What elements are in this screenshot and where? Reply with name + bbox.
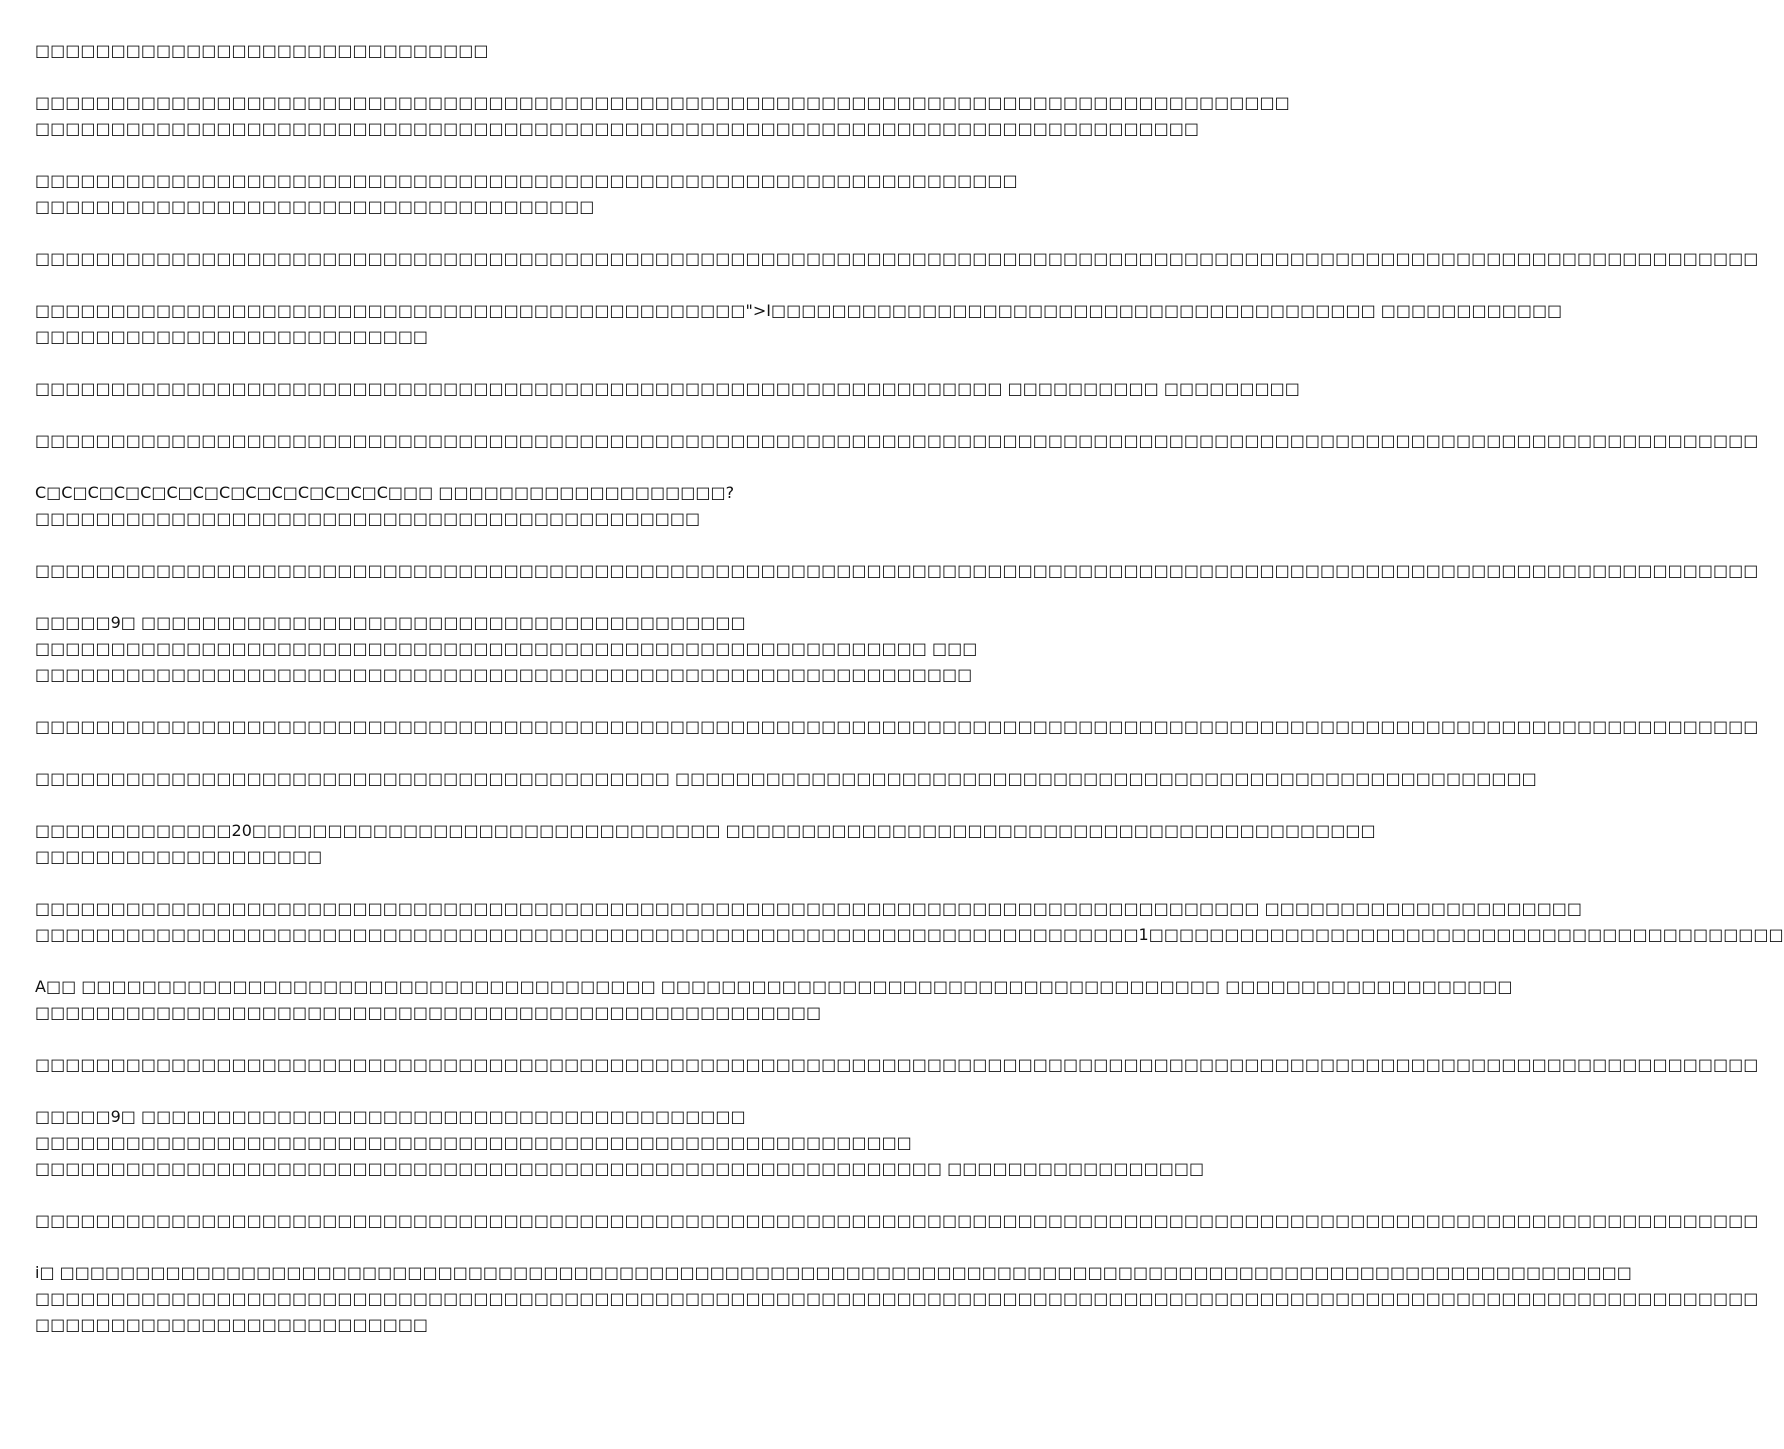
paragraph [35, 246, 1759, 272]
text-line: □□□□□□□□□□□□□□□□□□□□□□□□□□□□□□□□□□□□□□□□□□□□□□□□□□□□□□□□□□□□ □□□□□□□□□□□□□□□□□ [35, 1159, 1205, 1178]
text-line: □□□□□□□□□□□□□□□□□□□□□□□□□□□□□□□□□□□□□□□□□□□□□□□□□□□□ [35, 1003, 822, 1022]
paragraph [35, 610, 990, 688]
text-line: □□□□□□□□□□□□□20□□□□□□□□□□□□□□□□□□□□□□□□□□□□□□□ □□□□□□□□□□□□□□□□□□□□□□□□□□□□□□□□□□□□□□□□□□□ [35, 821, 1376, 840]
text-line: □□□□□□□□□□□□□□□□□□□□□□□□□□□□□□□□□□□□□□□□□□□□□□□□□□□□□□□□□□□□□□ [35, 665, 973, 684]
text-line: □□□□□□□□□□□□□□□□□□□□□□□□□□□□□□□□□□□□□□□□□□□□□□□□□□□□□□□□□□□□□□□□□□□□□□□□□□□□□□□□□□□□□□□□□□□□□□□□□□□□□□□□□□□□□□□□□□ [35, 1289, 1759, 1308]
paragraph [35, 766, 1537, 792]
text-line: □□□□□□□□□□□□□□□□□□□□□□□□□□□□□□□□□□□□□□□□□□□□□□□□□□□□□□□□□□□□□□□□□ [35, 171, 1018, 190]
text-line: □□□□□□□□□□□□□□□□□□□□□□□□□□□□□□□□□□□□□□□□□□□□□□□□□□□□□□□□□□□□□□□□□□□□□□□□□□□□□ [35, 119, 1200, 138]
text-line: □□□□□□□□□□□□□□□□□□□□□□□□□□□□□□□□□□□□□□□□□□□□□□□□□□□□□□□□□□□□□□□□□□□□□□□□□□□□□□□□□□□□□□□□□□□□□□□□□□□□□□□□□□□□□□□□□□ [35, 561, 1759, 580]
text-line: □□□□□□□□□□□□□□□□□□□□□□□□□□□□□□□□□□□□□□□□□□□□□□□□□□□□□□□□□□□□□□□□□□□□□□□□□□□□□□□□□□□□□□□□□□□□□□□□□□□□□□□□□□□□□□□□□□ [35, 249, 1759, 268]
text-line: □□□□□□□□□□□□□□□□□□□□□□□□□□□□□□□□□□□□□□□□□□ □□□□□□□□□□□□□□□□□□□□□□□□□□□□□□□□□□□□□□□□□□□□□□□□□□□□□□□□□ [35, 769, 1537, 788]
text-line: C□C□C□C□C□C□C□C□C□C□C□C□C□C□□□ □□□□□□□□□□□□□□□□□□□? [35, 483, 735, 502]
paragraph [35, 428, 1759, 454]
text-line: □□□□□□□□□□□□□□□□□□□□□□□□□□□□□□□□□□□□□□□□□□□□□□□□□□□□□□□□□□□□□□□□□□□□□□□□□□□□□□□□□ □□□□□□□□□□□□□□□□□□□□□ [35, 899, 1583, 918]
text-line: □□□□□□□□□□□□□□□□□□□□□□□□□□ [35, 327, 429, 346]
paragraph [35, 896, 1784, 948]
paragraph [35, 1208, 1759, 1234]
text-line: □□□□□□□□□□□□□□□□□□□□□□□□□□□□□□□□□□□□□□□□□□□□□□□□□□□□□□□□□□□□□□□□□□□□□□□□□□□□□□□□□□□□□□□□□□□□□□□□□□□□□□□□□□□□□□□□□□ [35, 717, 1759, 736]
paragraph [35, 974, 1513, 1026]
text-line: □□□□□9□ □□□□□□□□□□□□□□□□□□□□□□□□□□□□□□□□□□□□□□□□ [35, 613, 746, 632]
paragraph [35, 480, 990, 532]
text-line: □□□□□□□□□□□□□□□□□□□□□□□□□□□□□□□□□□□□□□□□□□□□□□□□□□□□□□□□□□□□□□□□□□□□□□□□□□□□□□□□□□□□□□□□□□□□□□□□□□□□□□□□□□□□□□□□□□ [35, 431, 1759, 450]
text-line: □□□□□□□□□□□□□□□□□□□□□□□□□□□□□□□□□□□□□□□□□□□□□□□□□□□□□□□□□□□ □□□ [35, 639, 978, 658]
paragraph [35, 168, 1018, 220]
text-line: i□ □□□□□□□□□□□□□□□□□□□□□□□□□□□□□□□□□□□□□□□□□□□□□□□□□□□□□□□□□□□□□□□□□□□□□□□□□□□□□□□□□□□□□□□□□□□□□□□□□□□□□□□□ [35, 1263, 1632, 1282]
text-line: □□□□□□□□□□□□□□□□□□□□□□□□□□□□□□□□□□□□□□□□□□□□□□□□□□□□□□□□□□□□□□□□□□□□□□□□□□□□□□□□□□□ [35, 93, 1290, 112]
paragraph [35, 1052, 1759, 1078]
paragraph [35, 714, 1759, 740]
paragraph [35, 38, 990, 64]
text-line: □□□□□9□ □□□□□□□□□□□□□□□□□□□□□□□□□□□□□□□□□□□□□□□□ [35, 1107, 746, 1126]
paragraph [35, 298, 1563, 350]
text-line: □□□□□□□□□□□□□□□□□□□□□□□□□□□□□□ [35, 41, 489, 60]
document-body [35, 38, 1784, 1364]
text-line: □□□□□□□□□□□□□□□□□□□□□□□□□□□□□□□□□□□□□ [35, 197, 595, 216]
paragraph [35, 558, 1759, 584]
text-line: □□□□□□□□□□□□□□□□□□□□□□□□□□□□□□□□□□□□□□□□□□□□□□□">I□□□□□□□□□□□□□□□□□□□□□□□□□□□□□□□□□□□□□□□□ □□□□□□□□□□□□ [35, 301, 1563, 320]
text-line: □□□□□□□□□□□□□□□□□□□□□□□□□□□□□□□□□□□□□□□□□□□□□□□□□□□□□□□□□□□□□□□□□□□□□□□□□□□□□□□□□□□□□□□□□□□□□□□□□□□□□□□□□□□□□□□□□□ [35, 1211, 1759, 1230]
text-line: □□□□□□□□□□□□□□□□□□□□□□□□□□□□□□□□□□□□□□□□□□□□□□□□□□□□□□□□□□ [35, 1133, 912, 1152]
paragraph [35, 818, 1376, 870]
text-line: □□□□□□□□□□□□□□□□□□□□□□□□□□□□□□□□□□□□□□□□□□□□□□□□□□□□□□□□□□□□□□□□□□□□□□□□□1□□□□□□□□□□□□□□□□□□□□□□□□□□□□□□□□□□□□□□□□□□ [35, 925, 1784, 944]
text-line: □□□□□□□□□□□□□□□□□□□ [35, 847, 323, 866]
text-line: □□□□□□□□□□□□□□□□□□□□□□□□□□ [35, 1315, 429, 1334]
text-line: A□□ □□□□□□□□□□□□□□□□□□□□□□□□□□□□□□□□□□□□□□ □□□□□□□□□□□□□□□□□□□□□□□□□□□□□□□□□□□□□ □□□□□□□□□□□□□□□□□□□ [35, 977, 1513, 996]
text-line: □□□□□□□□□□□□□□□□□□□□□□□□□□□□□□□□□□□□□□□□□□□□□□□□□□□□□□□□□□□□□□□□□□□□□□□□□□□□□□□□□□□□□□□□□□□□□□□□□□□□□□□□□□□□□□□□□□ [35, 1055, 1759, 1074]
paragraph [35, 90, 1290, 142]
text-line: □□□□□□□□□□□□□□□□□□□□□□□□□□□□□□□□□□□□□□□□□□□□□□□□□□□□□□□□□□□□□□□□ □□□□□□□□□□ □□□□□□□□□ [35, 379, 1300, 398]
paragraph [35, 1104, 1205, 1182]
paragraph [35, 1260, 1759, 1338]
paragraph [35, 376, 1300, 402]
text-line: □□□□□□□□□□□□□□□□□□□□□□□□□□□□□□□□□□□□□□□□□□□□ [35, 509, 701, 528]
